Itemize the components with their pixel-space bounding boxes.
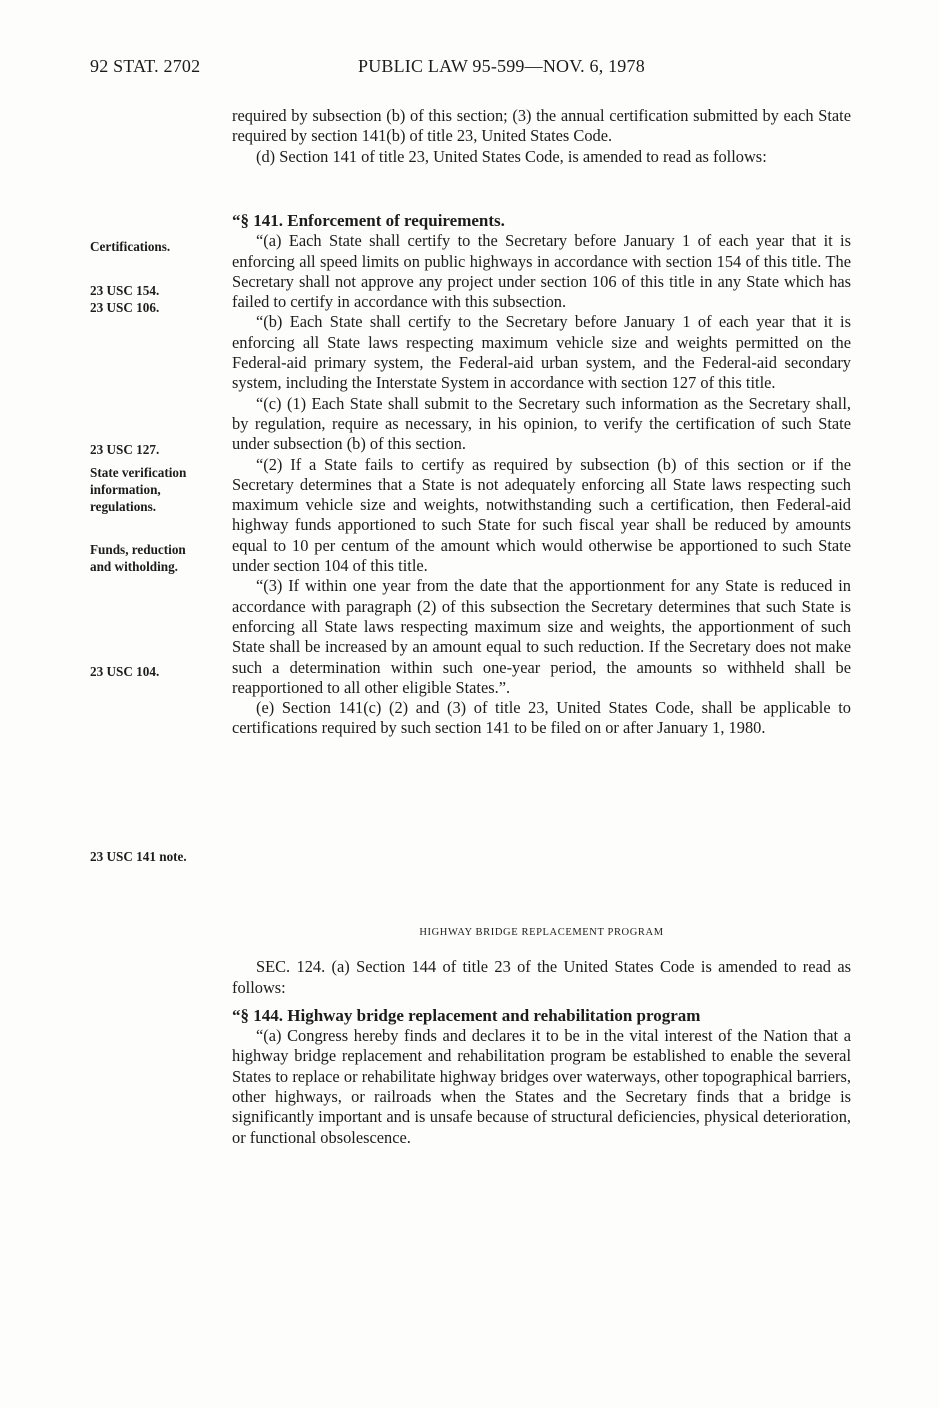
paragraph-e: (e) Section 141(c) (2) and (3) of title 23, United States Code, shall be applicable to certifications required by such section 141 to be filed on or after January 1, 1980. — [232, 698, 851, 738]
margin-note-usc-154-106 — [90, 282, 225, 316]
section-124-intro: SEC. 124. (a) Section 144 of title 23 of the United States Code is amended to read as follows: — [232, 957, 851, 997]
paragraph-c-continuation: required by subsection (b) of this section; (3) the annual certification submitted by each State required by section 141(b) of title 23, United States Code. — [232, 106, 851, 146]
section-144-heading: “§ 144. Highway bridge replacement and rehabilitation program — [232, 1005, 701, 1025]
margin-note-usc-106: 23 USC 106. — [90, 300, 160, 315]
paragraph-d: (d) Section 141 of title 23, United States Code, is amended to read as follows: — [256, 146, 767, 166]
section-141-c-1: “(c) (1) Each State shall submit to the Secretary such information as the Secretary shall, by regulation, require as necessary, in his opinion, to verify the certification of such State under subsection (b) of this section. — [232, 393, 851, 454]
text-block-section-141 — [232, 211, 851, 739]
margin-note-usc-104: 23 USC 104. — [90, 664, 160, 679]
running-title: PUBLIC LAW 95-599—NOV. 6, 1978 — [358, 56, 645, 76]
margin-note-certifications: Certifications. — [90, 239, 171, 254]
margin-note-state-verification: State verification information, regulations. — [90, 465, 187, 514]
text-block-upper — [232, 106, 851, 167]
section-141-b: “(b) Each State shall certify to the Secretary before January 1 of each year that it is enforcing all State laws respecting maximum vehicle size and weights permitted on the Federal-aid primary system, the Federal-aid urban system, and the Federal-aid secondary system, including the Interstate System in accordance with section 127 of this title. — [232, 312, 851, 393]
heading-highway-bridge-program: HIGHWAY BRIDGE REPLACEMENT PROGRAM — [419, 927, 664, 938]
section-141-a: “(a) Each State shall certify to the Secretary before January 1 of each year that it is enforcing all speed limits on public highways in accordance with section 154 of this title. The Secretary shall not approve any project under section 106 of this title in any State which has failed to certify in accordance with this subsection. — [232, 231, 851, 312]
section-141-c-2: “(2) If a State fails to certify as required by subsection (b) of this section or if the Secretary determines that a State is not adequately enforcing all State laws respecting such maximum vehicle size and weights, notwithstanding such a certification, then Federal-aid highway funds apportioned to such State for such fiscal year shall be reduced by amounts equal to 10 per centum of the amount which would otherwise be apportioned to such State under section 104 of this title. — [232, 454, 851, 576]
section-141-heading: “§ 141. Enforcement of requirements. — [232, 211, 505, 230]
margin-note-usc-141-note: 23 USC 141 note. — [90, 849, 187, 864]
section-144-a: “(a) Congress hereby finds and declares it to be in the vital interest of the Nation that a highway bridge replacement and rehabilitation program be established to enable the several States to replace or rehabilitate highway bridges over waterways, other topographical barriers, other highways, or railroads when the States and the Secretary finds that a bridge is significantly important and is unsafe because of structural deficiencies, physical deterioration, or functional obsolescence. — [232, 1026, 851, 1147]
text-block-section-124 — [232, 923, 851, 1148]
section-141-c-3: “(3) If within one year from the date that the apportionment for any State is reduced in accordance with paragraph (2) of this subsection the Secretary determines that such State is enforcing all State laws respecting maximum size and weights, the apportionment of such State shall be increased by an amount equal to such reduction. If the Secretary does not make such a determination within such one-year period, the amounts so withheld shall be reapportioned to all other eligible States.”. — [232, 576, 851, 697]
margin-note-usc-154: 23 USC 154. — [90, 283, 160, 298]
margin-note-funds-reduction: Funds, reduction and witholding. — [90, 542, 186, 574]
stat-page-number: 92 STAT. 2702 — [90, 56, 201, 76]
margin-note-usc-127: 23 USC 127. — [90, 442, 160, 457]
